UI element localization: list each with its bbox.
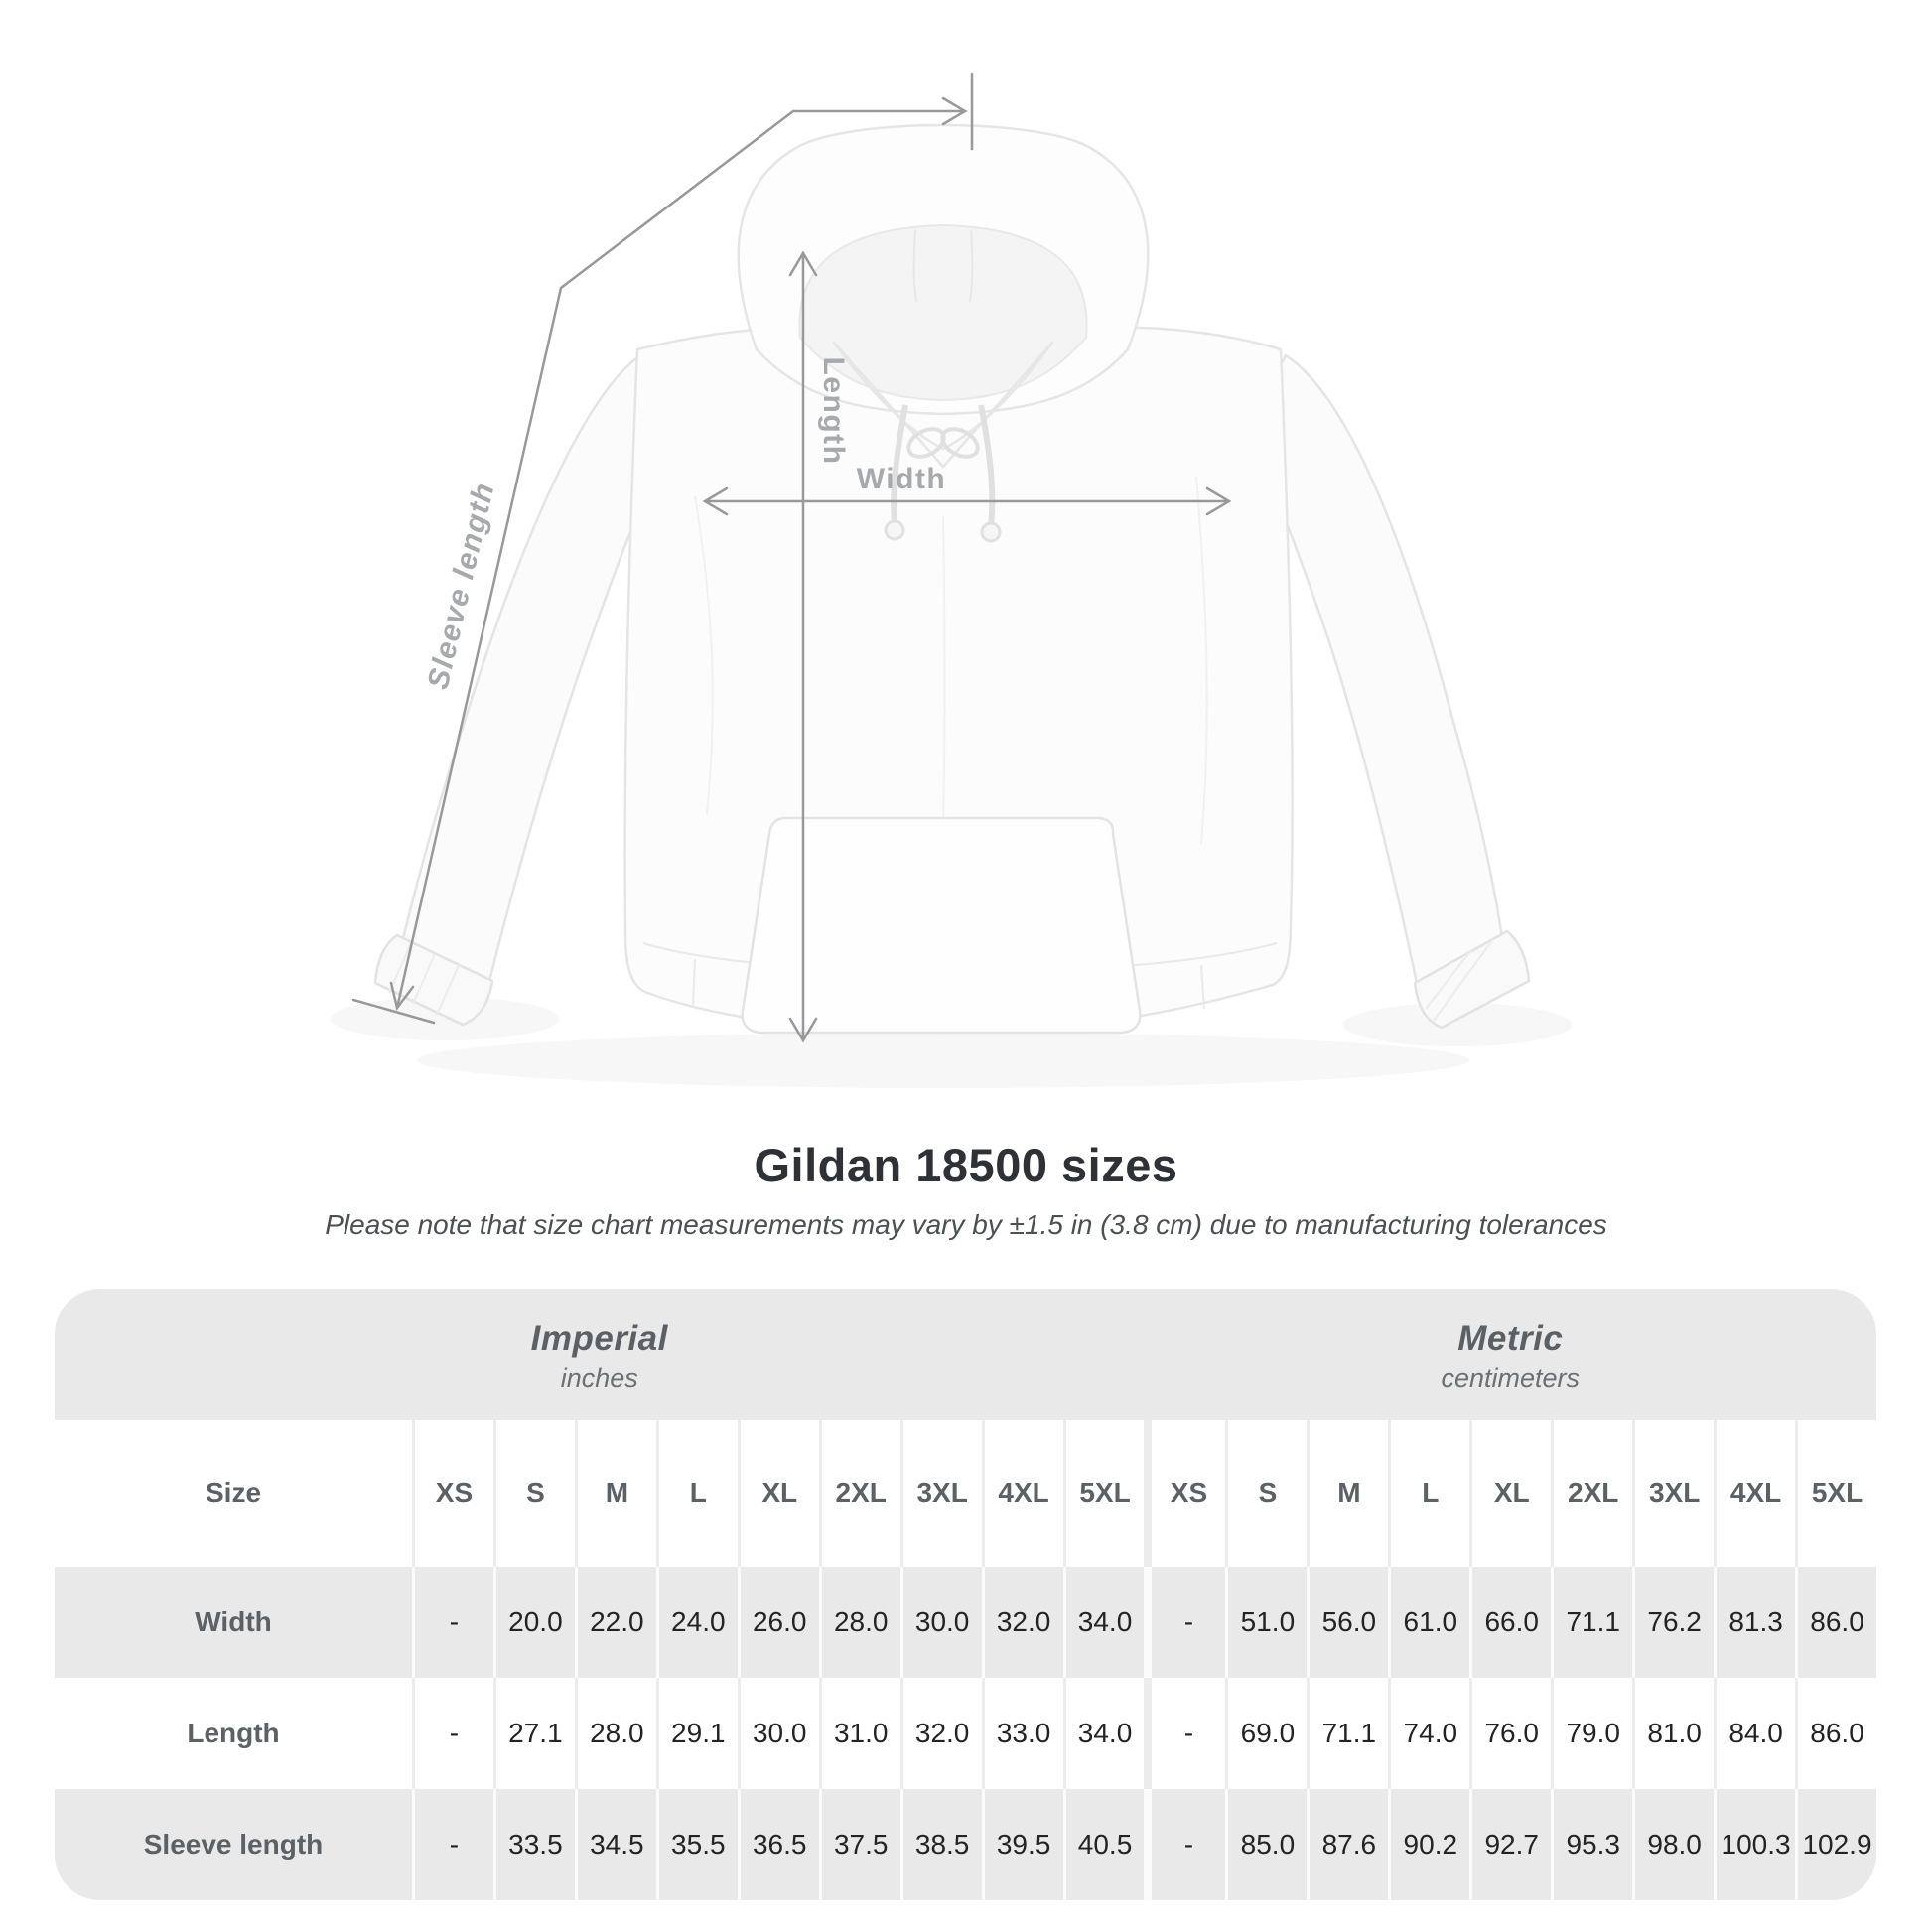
size-header-imperial-s: S <box>493 1420 575 1567</box>
cell-value: 69.0 <box>1225 1678 1307 1789</box>
size-header-imperial-xl: XL <box>738 1420 819 1567</box>
size-header-imperial-5xl: 5XL <box>1063 1420 1145 1567</box>
cell-value: 90.2 <box>1388 1789 1469 1900</box>
size-header-imperial-3xl: 3XL <box>900 1420 982 1567</box>
length-label: Length <box>817 356 850 466</box>
drawstring-tip-left <box>886 521 903 539</box>
cell-value: 86.0 <box>1795 1678 1876 1789</box>
cell-value: 30.0 <box>900 1567 982 1678</box>
cell-value: 71.1 <box>1551 1567 1632 1678</box>
cell-value: 26.0 <box>738 1567 819 1678</box>
metric-title: Metric <box>1457 1318 1564 1358</box>
row-label: Width <box>195 1606 272 1637</box>
size-header-metric-l: L <box>1388 1420 1469 1567</box>
cell-value: 33.5 <box>493 1789 575 1900</box>
cell-value: - <box>1144 1789 1225 1900</box>
width-label: Width <box>856 463 947 495</box>
cell-value: - <box>1144 1567 1225 1678</box>
cell-value: - <box>412 1567 493 1678</box>
row-label: Length <box>187 1718 280 1748</box>
cell-value: 81.0 <box>1632 1678 1714 1789</box>
imperial-unit: inches <box>560 1362 638 1393</box>
cell-value: 36.5 <box>738 1789 819 1900</box>
size-header-metric-3xl: 3XL <box>1632 1420 1714 1567</box>
size-header-metric-5xl: 5XL <box>1795 1420 1876 1567</box>
size-table-body <box>55 1567 1876 1900</box>
cell-value: 34.0 <box>1063 1567 1145 1678</box>
cell-value: - <box>412 1789 493 1900</box>
cell-value: - <box>1144 1678 1225 1789</box>
unit-header-band <box>55 1289 1876 1420</box>
cell-value: 37.5 <box>819 1789 900 1900</box>
metric-header <box>1145 1289 1877 1420</box>
size-header-metric-2xl: 2XL <box>1551 1420 1632 1567</box>
cell-value: 102.9 <box>1795 1789 1876 1900</box>
cell-value: 98.0 <box>1632 1789 1714 1900</box>
cell-value: 87.6 <box>1307 1789 1388 1900</box>
cell-value: 92.7 <box>1469 1789 1551 1900</box>
cell-value: 28.0 <box>575 1678 656 1789</box>
cell-value: 40.5 <box>1063 1789 1145 1900</box>
drawstring-tip-right <box>982 523 1000 541</box>
cell-value: 74.0 <box>1388 1678 1469 1789</box>
sleeve-length-label: Sleeve length <box>421 479 501 693</box>
size-header-imperial-2xl: 2XL <box>819 1420 900 1567</box>
cell-value: 86.0 <box>1795 1567 1876 1678</box>
cell-value: 61.0 <box>1388 1567 1469 1678</box>
cell-value: 100.3 <box>1714 1789 1795 1900</box>
size-header-imperial-xs: XS <box>412 1420 493 1567</box>
cell-value: 84.0 <box>1714 1678 1795 1789</box>
cell-value: 39.5 <box>982 1789 1063 1900</box>
cell-value: 30.0 <box>738 1678 819 1789</box>
cell-value: 27.1 <box>493 1678 575 1789</box>
imperial-title: Imperial <box>530 1318 668 1358</box>
page-title: Gildan 18500 sizes <box>754 1139 1178 1191</box>
size-column-header: Size <box>205 1477 262 1508</box>
cell-value: 29.1 <box>656 1678 738 1789</box>
cell-value: 79.0 <box>1551 1678 1632 1789</box>
cell-value: 32.0 <box>900 1678 982 1789</box>
row-label: Sleeve length <box>143 1829 324 1860</box>
cell-value: 32.0 <box>982 1567 1063 1678</box>
size-header-metric-xl: XL <box>1469 1420 1551 1567</box>
size-header-metric-m: M <box>1307 1420 1388 1567</box>
cell-value: - <box>412 1678 493 1789</box>
cell-value: 38.5 <box>900 1789 982 1900</box>
size-table <box>55 1289 1876 1900</box>
cell-value: 71.1 <box>1307 1678 1388 1789</box>
table-row-length <box>55 1678 1876 1789</box>
size-header-row <box>55 1420 1876 1567</box>
cell-value: 22.0 <box>575 1567 656 1678</box>
cell-value: 34.0 <box>1063 1678 1145 1789</box>
cell-value: 76.2 <box>1632 1567 1714 1678</box>
size-header-imperial-l: L <box>656 1420 738 1567</box>
cell-value: 66.0 <box>1469 1567 1551 1678</box>
size-header-metric-xs: XS <box>1144 1420 1225 1567</box>
cell-value: 33.0 <box>982 1678 1063 1789</box>
table-row-sleeve-length <box>55 1789 1876 1900</box>
cell-value: 85.0 <box>1225 1789 1307 1900</box>
cell-value: 24.0 <box>656 1567 738 1678</box>
cell-value: 31.0 <box>819 1678 900 1789</box>
cell-value: 76.0 <box>1469 1678 1551 1789</box>
size-header-metric-s: S <box>1225 1420 1307 1567</box>
table-row-width <box>55 1567 1876 1678</box>
cell-value: 28.0 <box>819 1567 900 1678</box>
hoodie-illustration <box>375 125 1529 1033</box>
imperial-header <box>55 1289 1145 1420</box>
size-header-metric-4xl: 4XL <box>1714 1420 1795 1567</box>
cell-value: 51.0 <box>1225 1567 1307 1678</box>
cell-value: 20.0 <box>493 1567 575 1678</box>
metric-unit: centimeters <box>1441 1362 1581 1393</box>
cell-value: 34.5 <box>575 1789 656 1900</box>
size-header-imperial-m: M <box>575 1420 656 1567</box>
tolerance-note: Please note that size chart measurements may vary by ±1.5 in (3.8 cm) due to manufacturing tolerances <box>325 1209 1607 1240</box>
cell-value: 56.0 <box>1307 1567 1388 1678</box>
size-header-imperial-4xl: 4XL <box>982 1420 1063 1567</box>
cell-value: 81.3 <box>1714 1567 1795 1678</box>
cell-value: 35.5 <box>656 1789 738 1900</box>
cell-value: 95.3 <box>1551 1789 1632 1900</box>
